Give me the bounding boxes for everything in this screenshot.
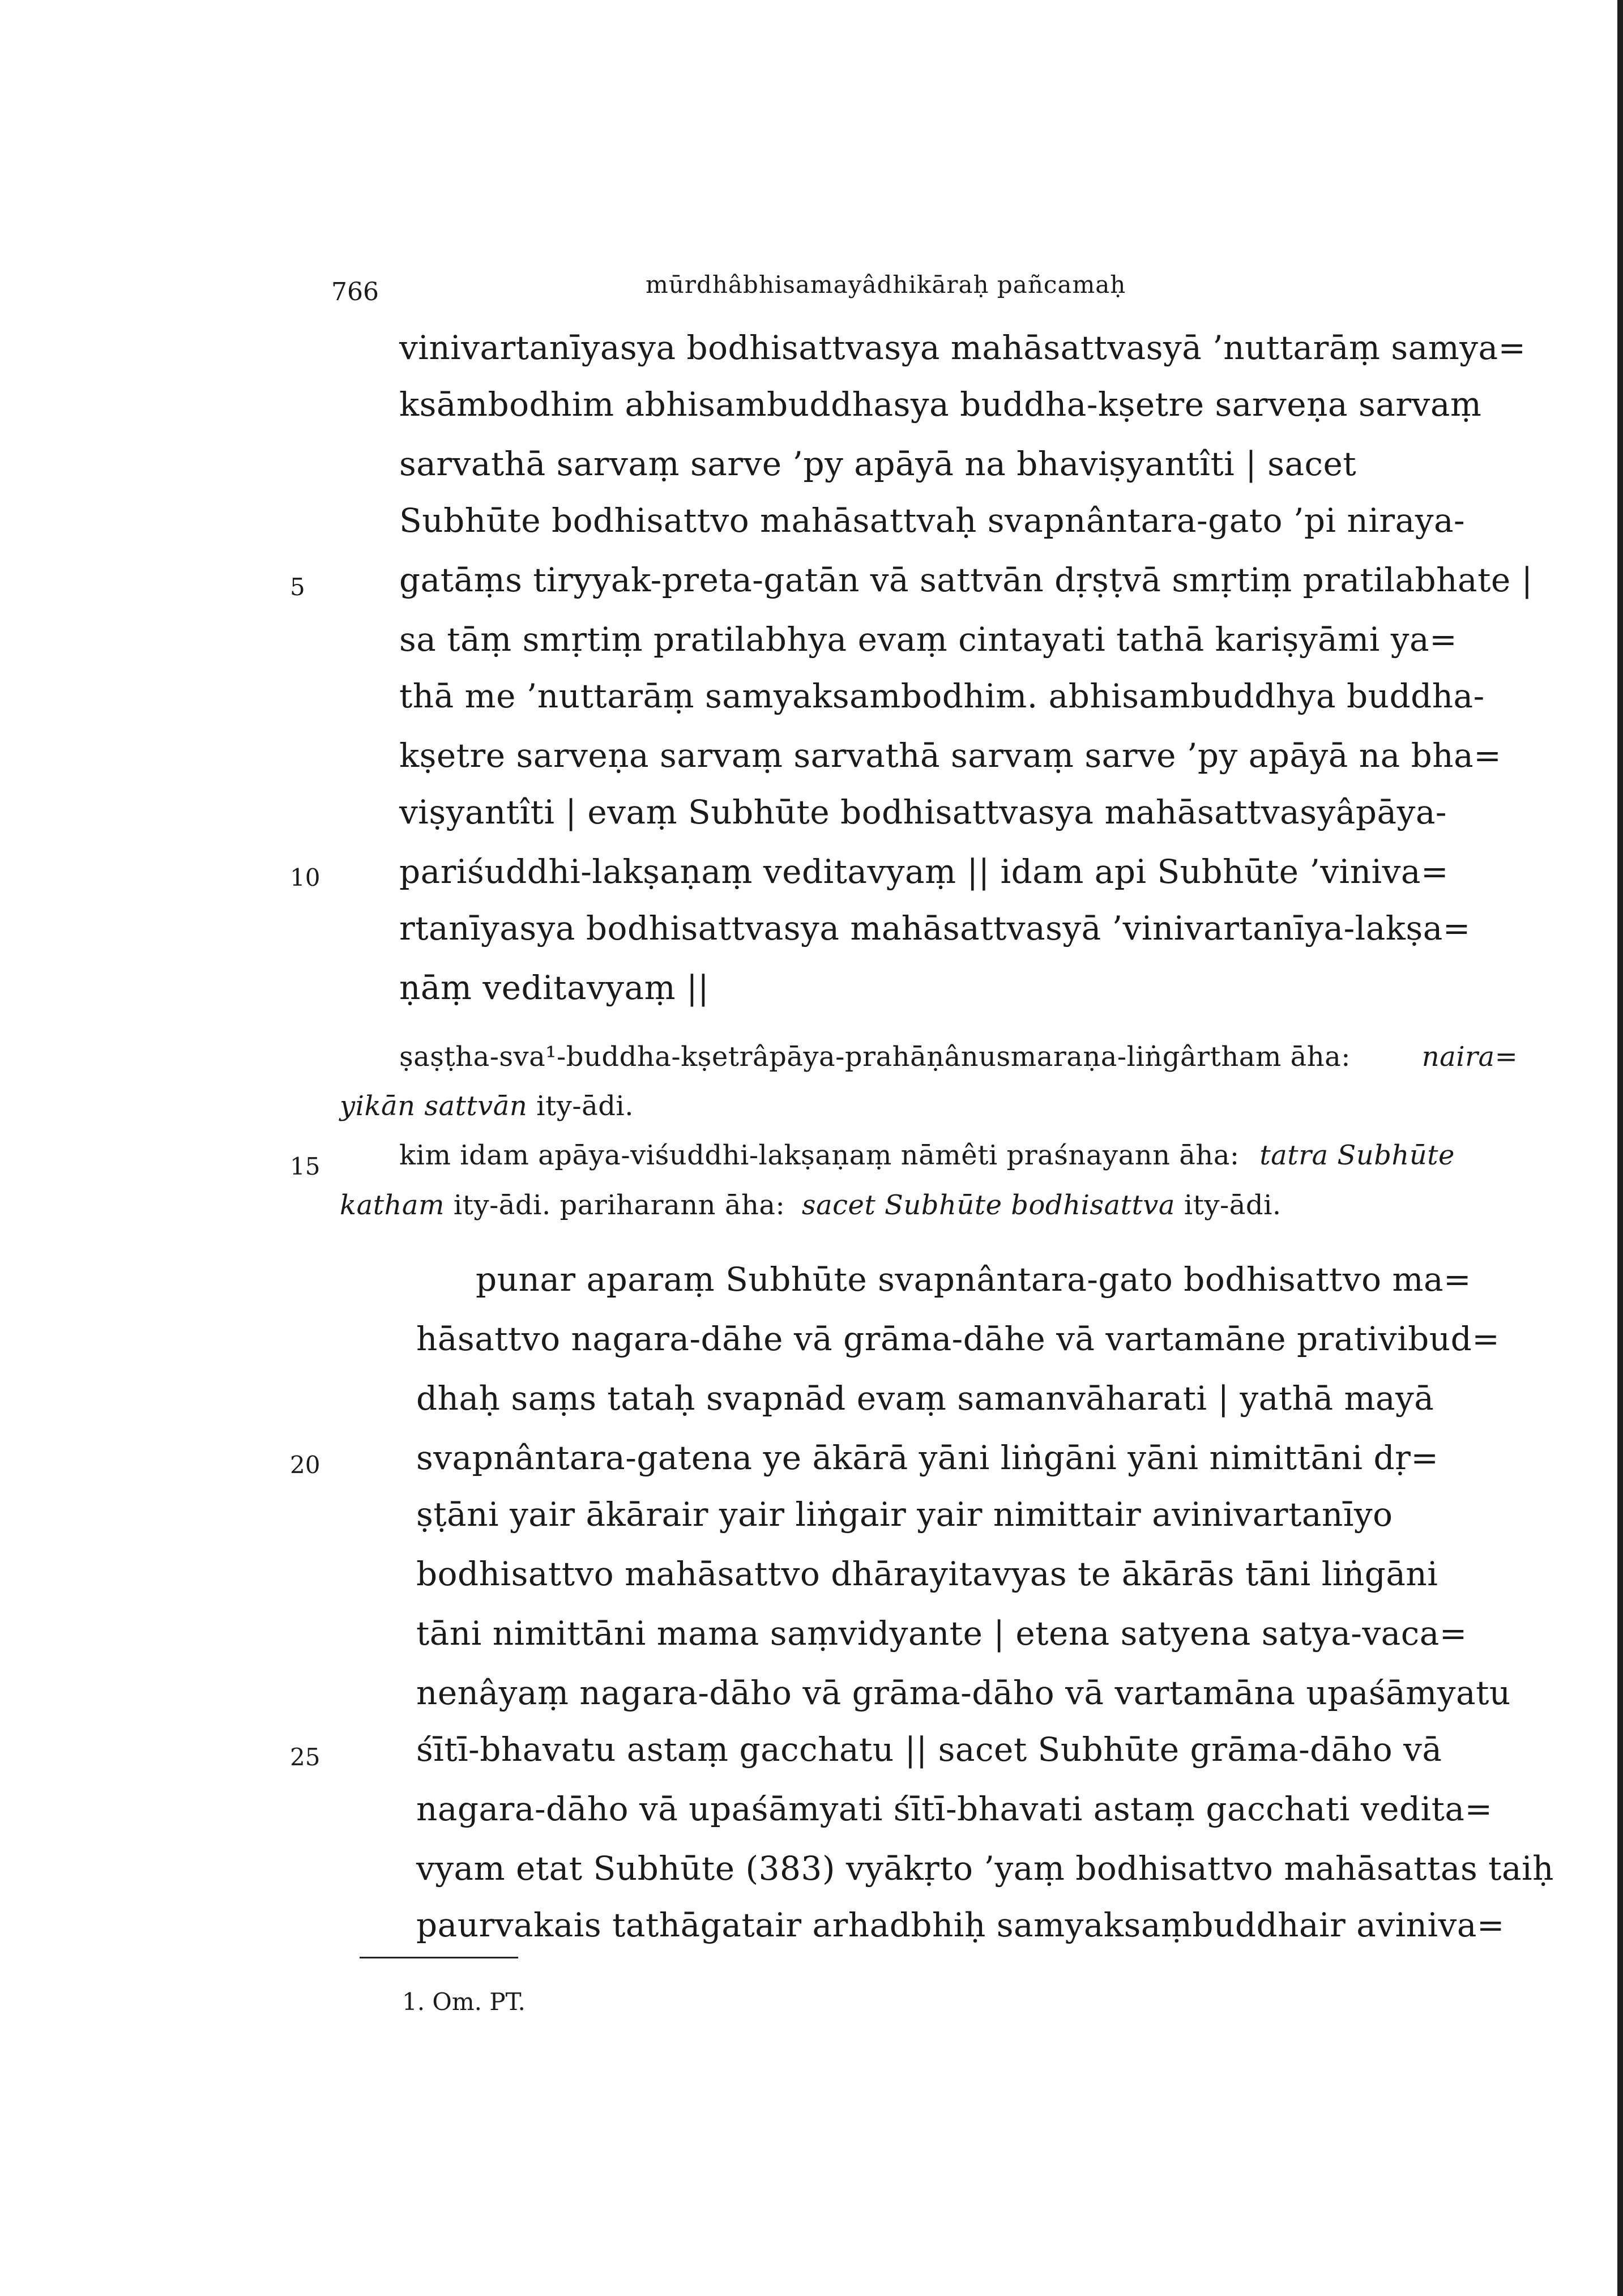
text-line: dhaḥ saṃs tataḥ svapnād evaṃ samanvāharati | yathā mayā bbox=[416, 1379, 1434, 1418]
line-number: 5 bbox=[290, 573, 305, 601]
text-line: thā me ’nuttarāṃ samyaksambodhim. abhisambuddhya buddha- bbox=[399, 677, 1485, 715]
text-line: hāsattvo nagara-dāhe vā grāma-dāhe vā vartamāne prativibud= bbox=[416, 1320, 1500, 1358]
text-line: kṣetre sarveṇa sarvaṃ sarvathā sarvaṃ sarve ’py apāyā na bha= bbox=[399, 736, 1502, 775]
line-number: 25 bbox=[290, 1743, 321, 1771]
line-number: 15 bbox=[290, 1153, 321, 1180]
running-title: mūrdhâbhisamayâdhikāraḥ pañcamaḥ bbox=[646, 271, 1126, 298]
commentary-line-2 bbox=[340, 1090, 634, 1122]
text-line: punar aparaṃ Subhūte svapnântara-gato bodhisattvo ma= bbox=[476, 1260, 1472, 1299]
text-line: nenâyaṃ nagara-dāho vā grāma-dāho vā vartamāna upaśāmyatu bbox=[416, 1674, 1511, 1712]
commentary-text: ity-ādi. bbox=[1184, 1189, 1282, 1221]
page-edge-shadow bbox=[1617, 0, 1623, 2296]
text-line: svapnântara-gatena ye ākārā yāni liṅgāni yāni nimittāni dṛ= bbox=[416, 1439, 1439, 1477]
text-line: tāni nimittāni mama saṃvidyante | etena satyena satya-vaca= bbox=[416, 1614, 1467, 1653]
text-line: pariśuddhi-lakṣaṇaṃ veditavyaṃ || idam api Subhūte ’viniva= bbox=[399, 852, 1449, 891]
text-line: paurvakais tathāgatair arhadbhiḥ samyaksaṃbuddhair aviniva= bbox=[416, 1906, 1505, 1944]
commentary-line-4 bbox=[340, 1189, 1282, 1221]
text-line: gatāṃs tiryyak-preta-gatān vā sattvān dṛṣṭvā smṛtiṃ pratilabhate | bbox=[399, 561, 1533, 599]
text-line: ksāmbodhim abhisambuddhasya buddha-kṣetre sarveṇa sarvaṃ bbox=[399, 385, 1482, 424]
page-number: 766 bbox=[331, 278, 379, 306]
text-line: śītī-bhavatu astaṃ gacchatu || sacet Subhūte grāma-dāho vā bbox=[416, 1730, 1442, 1769]
text-line: vyam etat Subhūte (383) vyākṛto ’yaṃ bodhisattvo mahāsattas taiḥ bbox=[416, 1849, 1554, 1888]
commentary-line-3 bbox=[399, 1140, 1455, 1171]
commentary-text: kim idam apāya-viśuddhi-lakṣaṇaṃ nāmêti praśnayann āha: bbox=[399, 1140, 1240, 1171]
commentary-italic: naira= bbox=[1421, 1041, 1518, 1073]
text-line: Subhūte bodhisattvo mahāsattvaḥ svapnântara-gato ’pi niraya- bbox=[399, 501, 1466, 540]
commentary-italic: katham bbox=[340, 1189, 445, 1221]
footnote-divider bbox=[360, 1957, 518, 1958]
text-line: sa tāṃ smṛtiṃ pratilabhya evaṃ cintayati tathā kariṣyāmi ya= bbox=[399, 620, 1458, 659]
footnote: 1. Om. PT. bbox=[402, 1988, 526, 2016]
commentary-line-1 bbox=[399, 1041, 1518, 1073]
commentary-italic: yikān sattvān bbox=[340, 1090, 528, 1122]
commentary-text: ity-ādi. pariharann āha: bbox=[453, 1189, 785, 1221]
text-line: bodhisattvo mahāsattvo dhārayitavyas te ākārās tāni liṅgāni bbox=[416, 1555, 1438, 1593]
commentary-text: ity-ādi. bbox=[536, 1090, 634, 1122]
commentary-italic: sacet Subhūte bodhisattva bbox=[801, 1189, 1175, 1221]
text-line: ṇāṃ veditavyaṃ || bbox=[399, 968, 710, 1007]
text-line: rtanīyasya bodhisattvasya mahāsattvasyā ’vinivartanīya-lakṣa= bbox=[399, 909, 1471, 948]
line-number: 10 bbox=[290, 864, 321, 891]
line-number: 20 bbox=[290, 1451, 321, 1479]
text-line: ṣṭāni yair ākārair yair liṅgair yair nimittair avinivartanīyo bbox=[416, 1495, 1393, 1534]
text-line: nagara-dāho vā upaśāmyati śītī-bhavati astaṃ gacchati vedita= bbox=[416, 1790, 1493, 1828]
text-line: sarvathā sarvaṃ sarve ’py apāyā na bhaviṣyantîti | sacet bbox=[399, 445, 1357, 483]
text-line: viṣyantîti | evaṃ Subhūte bodhisattvasya mahāsattvasyâpāya- bbox=[399, 793, 1447, 831]
commentary-text: ṣaṣṭha-sva¹-buddha-kṣetrâpāya-prahāṇânusmaraṇa-liṅgârtham āha: bbox=[399, 1041, 1351, 1073]
commentary-italic: tatra Subhūte bbox=[1259, 1140, 1455, 1171]
text-line: vinivartanīyasya bodhisattvasya mahāsattvasyā ’nuttarāṃ samya= bbox=[399, 328, 1526, 367]
